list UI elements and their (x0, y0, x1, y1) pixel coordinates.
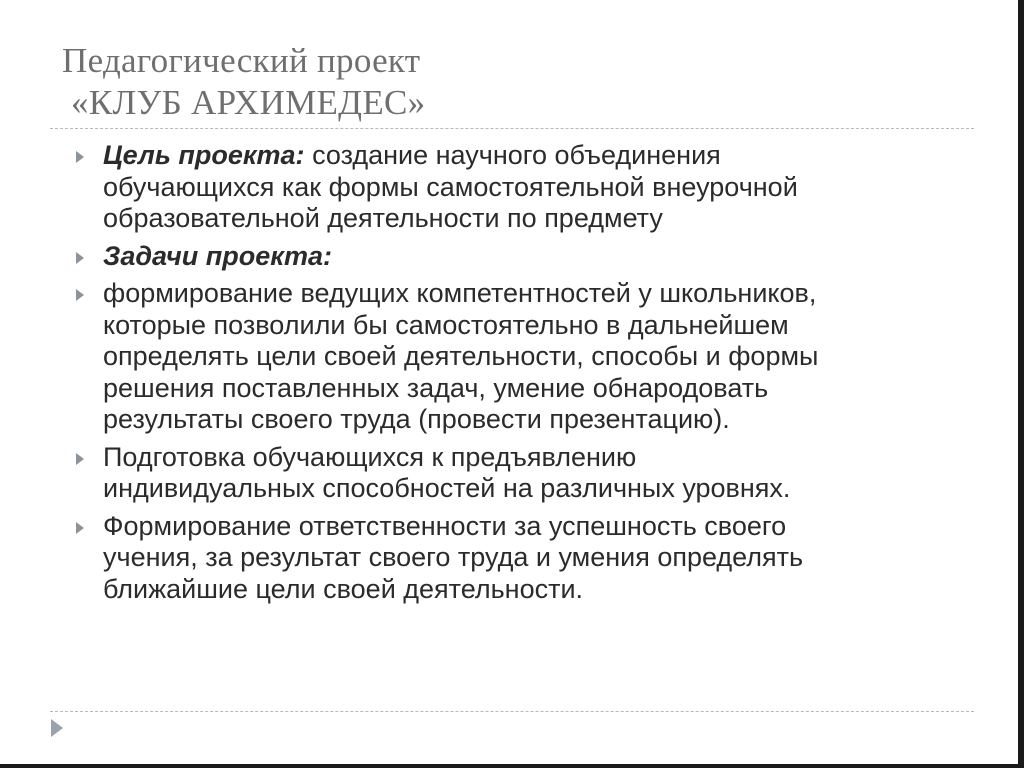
slide-title (62, 40, 962, 124)
corner-triangle-icon (51, 719, 63, 737)
item-line (103, 140, 964, 172)
list-item-responsibility (74, 511, 964, 606)
item-line: обучающихся как формы самостоятельной внеурочной (103, 171, 798, 202)
list-item-competencies (74, 278, 964, 436)
item-text: создание научного объединения (304, 140, 721, 170)
item-line: индивидуальных способностей на различных уровнях. (103, 473, 791, 503)
title-line-2: «КЛУБ АРХИМЕДЕС» (62, 83, 426, 122)
item-line: Формирование ответственности за успешность своего (103, 510, 787, 541)
slide-edge-bottom (0, 764, 1024, 768)
item-line: ближайшие цели своей деятельности. (103, 573, 584, 604)
top-divider (50, 128, 974, 129)
bullet-list (74, 140, 964, 611)
list-item-tasks (74, 241, 964, 273)
item-line: которые позволили бы самостоятельно в дальнейшем (103, 309, 789, 340)
item-line: решения поставленных задач, умение обнародовать (103, 372, 769, 403)
list-item-preparation (74, 442, 964, 505)
bullet-triangle-icon (76, 453, 84, 465)
item-line: учения, за результат своего труда и умения определять (103, 542, 804, 572)
bullet-triangle-icon (76, 151, 84, 163)
item-line: определять цели своей деятельности, способы и формы (103, 341, 819, 371)
bullet-triangle-icon (76, 289, 84, 301)
bullet-triangle-icon (76, 522, 84, 534)
bullet-triangle-icon (76, 252, 84, 264)
list-item-goal (74, 140, 964, 235)
item-line: результаты своего труда (провести презентацию). (103, 404, 730, 434)
slide-edge-right (1018, 0, 1024, 768)
item-line: Подготовка обучающихся к предъявлению (103, 441, 637, 472)
item-line: формирование ведущих компетентностей у школьников, (103, 278, 817, 308)
item-lead: Цель проекта: (103, 140, 305, 170)
item-line: образовательной деятельности по предмету (103, 203, 663, 233)
bottom-divider (50, 711, 974, 712)
title-line-1: Педагогический проект (62, 41, 421, 80)
item-lead: Задачи проекта: (103, 240, 332, 271)
